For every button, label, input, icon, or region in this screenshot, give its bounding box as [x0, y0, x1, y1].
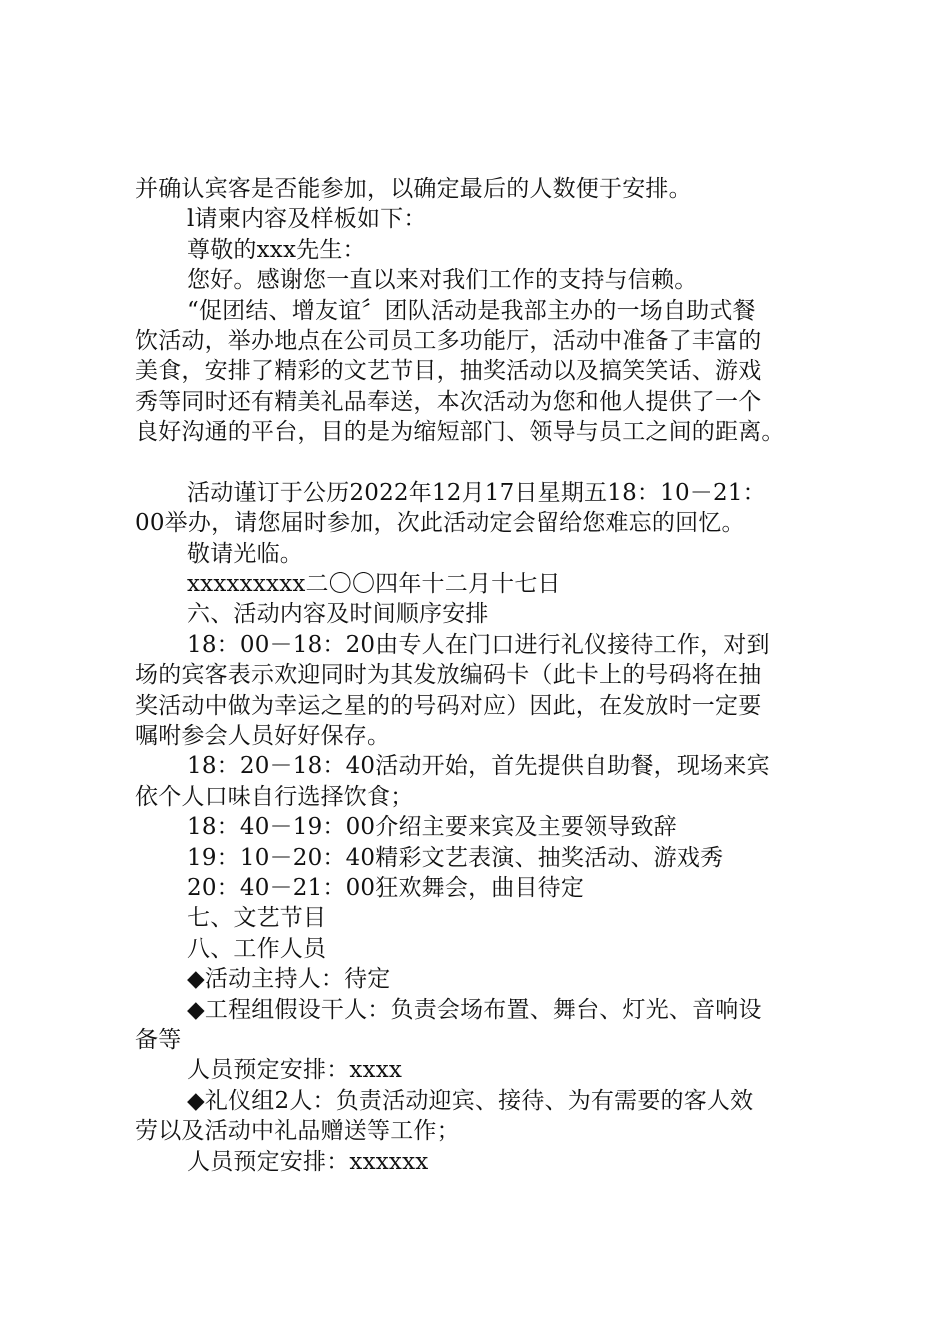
staff-line: ◆活动主持人：待定 [187, 966, 391, 993]
paragraph-line: 饮活动，举办地点在公司员工多功能厅，活动中准备了丰富的 [135, 327, 762, 354]
schedule-line: 18：40－19：00介绍主要来宾及主要领导致辞 [187, 814, 677, 841]
paragraph-line: 秀等同时还有精美礼品奉送，本次活动为您和他人提供了一个 [135, 388, 762, 415]
schedule-line: 18：00－18：20由专人在门口进行礼仪接待工作，对到 [187, 631, 770, 658]
schedule-line: 20：40－21：00狂欢舞会，曲目待定 [187, 874, 585, 901]
staff-line: 人员预定安排：xxxx [187, 1057, 403, 1084]
staff-line: ◆礼仪组2人：负责活动迎宾、接待、为有需要的客人效 [187, 1087, 754, 1114]
greeting-line: 您好。感谢您一直以来对我们工作的支持与信赖。 [187, 267, 698, 294]
paragraph-line: 美食，安排了精彩的文艺节目，抽奖活动以及搞笑笑话、游戏 [135, 358, 762, 385]
section-heading: 八、工作人员 [187, 935, 327, 962]
paragraph-line: 活动谨订于公历2022年12月17日星期五18：10－21： [187, 479, 766, 506]
paragraph-line: 并确认宾客是否能参加，以确定最后的人数便于安排。 [135, 176, 692, 202]
staff-line: 人员预定安排：xxxxxx [187, 1148, 429, 1175]
staff-line: 劳以及活动中礼品赠送等工作； [135, 1118, 460, 1145]
paragraph-line: “促团结、增友谊〞团队活动是我部主办的一场自助式餐 [187, 297, 756, 324]
salutation-line: 尊敬的xxx先生： [187, 236, 366, 263]
closing-line: 敬请光临。 [187, 540, 303, 567]
paragraph-line: 良好沟通的平台，目的是为缩短部门、领导与员工之间的距离。 [135, 419, 785, 446]
paragraph-line: 00举办，请您届时参加，次此活动定会留给您难忘的回忆。 [135, 510, 745, 537]
blank-line [135, 448, 835, 478]
schedule-line: 18：20－18：40活动开始，首先提供自助餐，现场来宾 [187, 753, 770, 780]
schedule-line: 奖活动中做为幸运之星的的号码对应）因此，在发放时一定要 [135, 692, 762, 719]
schedule-line: 嘱咐参会人员好好保存。 [135, 723, 391, 750]
section-heading: 六、活动内容及时间顺序安排 [187, 601, 489, 628]
staff-line: 备等 [135, 1026, 182, 1053]
staff-line: ◆工程组假设干人：负责会场布置、舞台、灯光、音响设 [187, 996, 762, 1023]
schedule-line: 依个人口味自行选择饮食； [135, 783, 414, 810]
paragraph-line: l请柬内容及样板如下： [187, 206, 427, 233]
schedule-line: 19：10－20：40精彩文艺表演、抽奖活动、游戏秀 [187, 844, 724, 871]
document-body [135, 174, 835, 1177]
section-heading: 七、文艺节目 [187, 905, 327, 932]
signature-date-line: xxxxxxxxx二〇〇四年十二月十七日 [187, 571, 561, 598]
schedule-line: 场的宾客表示欢迎同时为其发放编码卡（此卡上的号码将在抽 [135, 662, 762, 689]
